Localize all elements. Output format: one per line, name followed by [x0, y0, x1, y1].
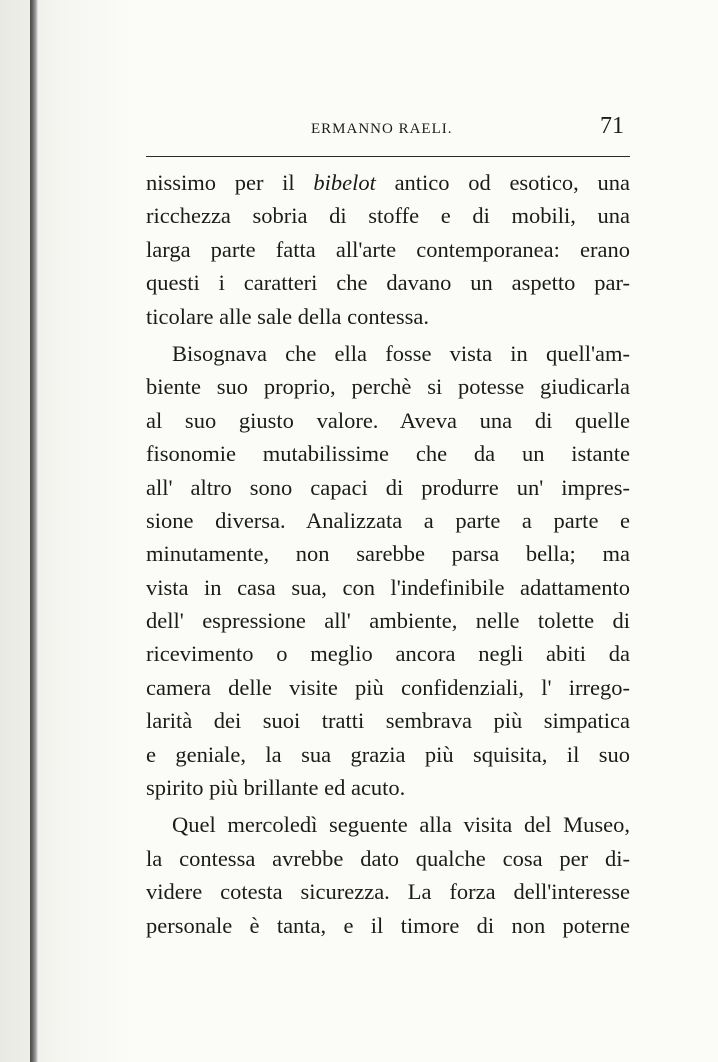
header-rule [146, 156, 630, 157]
text-line: ricchezza sobria di stoffe e di mobili, una [146, 203, 630, 229]
text-line: nissimo per il bibelot antico od esotico, una [146, 170, 630, 195]
text-line: larità dei suoi tratti sembrava più simpatica [146, 708, 630, 734]
text-line: ricevimento o meglio ancora negli abiti da [146, 641, 630, 667]
text-line: all' altro sono capaci di produrre un' impres- [146, 474, 630, 500]
text-line: fisonomie mutabilissime che da un istante [146, 441, 630, 467]
italic-word: bibelot [313, 170, 376, 195]
text-line: vista in casa sua, con l'indefinibile adattamento [146, 574, 630, 600]
text-line: camera delle visite più confidenziali, l' irrego- [146, 674, 630, 700]
text-line: larga parte fatta all'arte contemporanea: erano [146, 236, 630, 262]
text-line: al suo giusto valore. Aveva una di quelle [146, 407, 630, 433]
text-line: biente suo proprio, perchè si potesse giudicarla [146, 374, 630, 400]
page-header [146, 113, 630, 153]
text-line: questi i caratteri che davano un aspetto par- [146, 270, 630, 296]
text-line: e geniale, la sua grazia più squisita, il suo [146, 741, 630, 767]
text-line: videre cotesta sicurezza. La forza dell'interesse [146, 879, 630, 905]
book-binding-shadow [30, 0, 38, 1062]
text-line: dell' espressione all' ambiente, nelle tolette di [146, 608, 630, 634]
text-line: Bisognava che ella fosse vista in quell'am- [172, 340, 630, 366]
text-line: sione diversa. Analizzata a parte a parte e [146, 507, 630, 533]
text-line: spirito più brillante ed acuto. [146, 775, 406, 801]
text-line: personale è tanta, e il timore di non poterne [146, 912, 630, 938]
text-line: minutamente, non sarebbe parsa bella; ma [146, 541, 630, 567]
running-head: ERMANNO RAELI. [311, 121, 453, 137]
page-number: 71 [600, 113, 624, 139]
text-line: la contessa avrebbe dato qualche cosa per di- [146, 845, 630, 871]
body-text [146, 166, 630, 942]
text-line: ticolare alle sale della contessa. [146, 303, 429, 329]
text-line: Quel mercoledì seguente alla visita del Museo, [172, 812, 630, 838]
